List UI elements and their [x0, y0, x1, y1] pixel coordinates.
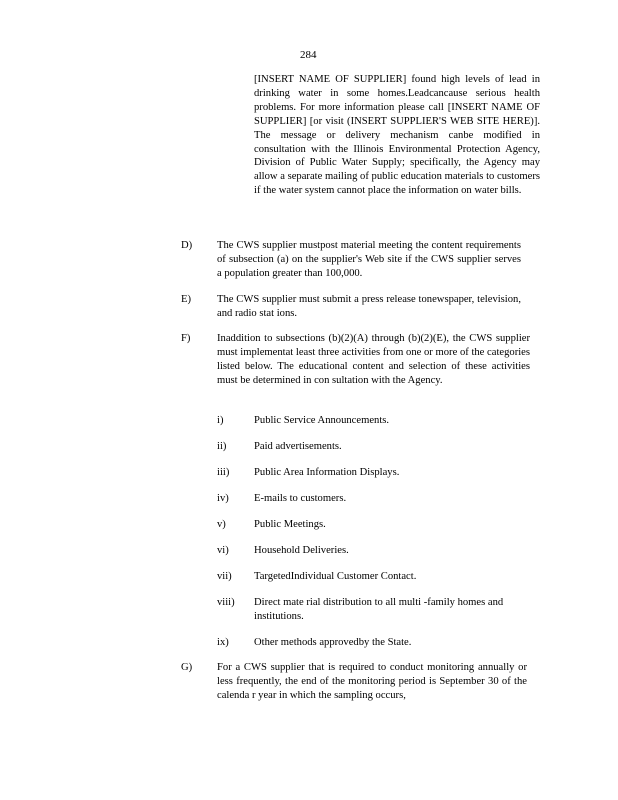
page-number: 284	[300, 49, 317, 61]
sub-item-text: Other methods approvedby the State.	[254, 637, 412, 648]
sub-item-text: E-mails to customers.	[254, 493, 347, 504]
sub-item-label: i)	[217, 415, 224, 426]
sub-item-label: vii)	[217, 571, 232, 582]
sub-item-label: vi)	[217, 545, 229, 556]
paragraph-d-label: D)	[181, 240, 193, 251]
sub-item-text: Public Area Information Displays.	[254, 467, 400, 478]
sub-item-label: iii)	[217, 467, 230, 478]
paragraph-e-label: E)	[181, 294, 191, 305]
sub-item-text: Public Service Announcements.	[254, 415, 390, 426]
sub-item-label: viii)	[217, 597, 235, 608]
paragraph-f-text: Inaddition to subsections (b)(2)(A) through (b)(2)(E), the CWS supplier must implementat least three activities from one or more of the categories listed below. The educational content and selection of these activities must be determined in con sultation with the Agency.	[217, 333, 530, 386]
paragraph-d-text: The CWS supplier mustpost material meeting the content requirements of subsection (a) on the supplier's Web site if the CWS supplier serves a population greater than 100,000.	[217, 240, 521, 279]
sub-item-text: Household Deliveries.	[254, 545, 349, 556]
paragraph-g-text: For a CWS supplier that is required to conduct monitoring annually or less frequently, the end of the monitoring period is September 30 of the calenda r year in which the sampling occurs,	[217, 662, 527, 701]
sub-item-text: Direct mate rial distribution to all multi -family homes and institutions.	[254, 597, 504, 622]
sub-item-text: TargetedIndividual Customer Contact.	[254, 571, 417, 582]
sub-item-label: ii)	[217, 441, 227, 452]
paragraph-f-label: F)	[181, 333, 191, 344]
sub-item-label: iv)	[217, 493, 229, 504]
sub-item-label: v)	[217, 519, 226, 530]
sub-item-text: Paid advertisements.	[254, 441, 342, 452]
continuation-paragraph: [INSERT NAME OF SUPPLIER] found high levels of lead in drinking water in some homes.Leadcancause serious health problems. For more information please call [INSERT NAME OF SUPPLIER] [or visit (INSERT SUPPLIER'S WEB SITE HERE)]. The message or delivery mechanism canbe modified in consultation with the Illinois Environmental Protection Agency, Division of Public Water Supply; specifically, the Agency may allow a separate mailing of public education materials to customers if the water system cannot place the information on water bills.	[254, 74, 540, 197]
sub-item-text: Public Meetings.	[254, 519, 326, 530]
paragraph-g-label: G)	[181, 662, 193, 673]
sub-item-label: ix)	[217, 637, 229, 648]
paragraph-e-text: The CWS supplier must submit a press release tonewspaper, television, and radio stat ions.	[217, 294, 521, 319]
